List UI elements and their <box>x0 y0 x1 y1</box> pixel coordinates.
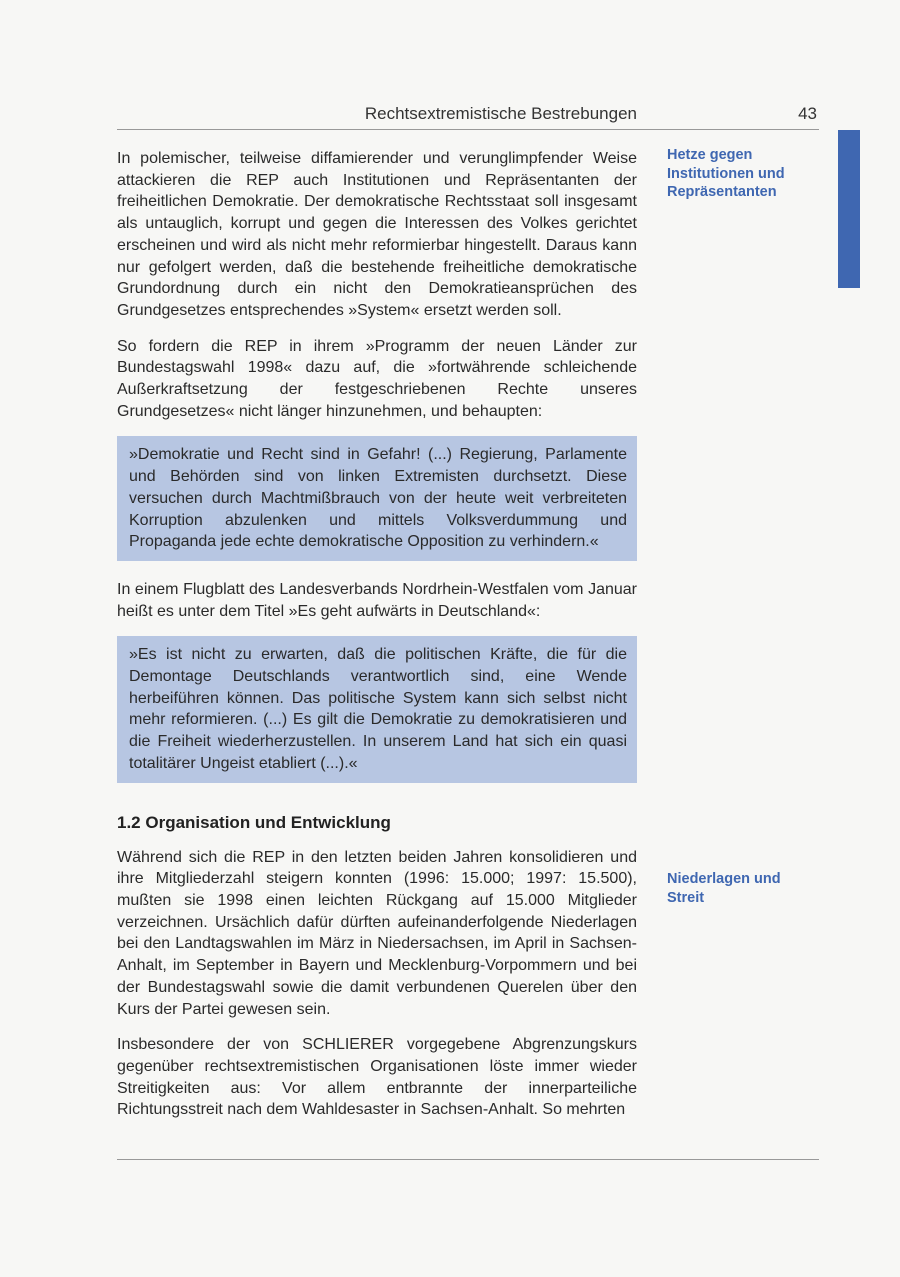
quote-text: »Es ist nicht zu erwarten, daß die politischen Kräfte, die für die Demontage Deutschlands verantwortlich sind, eine Wende herbeiführen können. Das politische System kann sich selbst nicht mehr reformieren. (...) Es gilt die Demokratie zu demokratisieren und die Freiheit wiederherzustellen. In unserem Land hat sich ein quasi totalitärer Ungeist etabliert (...).« <box>129 646 627 772</box>
running-title: Rechtsextremistische Bestrebungen <box>364 104 637 123</box>
paragraph: Während sich die REP in den letzten beiden Jahren konsolidieren und ihre Mitgliederzahl steigern konnten (1996: 15.000; 1997: 15.500), mußten sie 1998 einen leichten Rückgang auf 15.000 Mitglieder verzeichnen. Ursächlich dafür dürften aufeinanderfolgende Niederlagen bei den Landtagswahlen im März in Niedersachsen, im April in Sachsen-Anhalt, im September in Bayern und Mecklenburg-Vorpommern und bei der Bundestagswahl sowie die damit verbundenen Querelen über den Kurs der Partei gewesen sein. <box>117 848 637 1018</box>
header-rule <box>117 129 819 130</box>
paragraph: In polemischer, teilweise diffamierender und verunglimpfender Weise attackieren die REP auch Institutionen und Repräsentanten der freiheitlichen Demokratie. Der demokratische Rechtsstaat soll insgesamt als untauglich, korrupt und gegen die Interessen des Volkes gerichtet erscheinen und wird als nicht mehr reformierbar hingestellt. Daraus kann nur gefolgert werden, daß die bestehende freiheitliche demokratische Grundordnung durch ein nicht den Demokratieansprüchen des Grundgesetzes entsprechendes »System« ersetzt werden soll. <box>117 150 637 319</box>
section-heading: 1.2 Organisation und Entwicklung <box>117 812 391 832</box>
paragraph: So fordern die REP in ihrem »Programm der neuen Länder zur Bundestagswahl 1998« dazu auf, die »fortwährende schleichende Außerkraftsetzung der festgeschriebenen Rechte unseres Grundgesetzes« nicht länger hinzunehmen, und behaupten: <box>117 337 637 420</box>
page-header <box>117 102 817 128</box>
quote-box <box>117 436 637 561</box>
quote-box <box>117 636 637 782</box>
chapter-tab-marker <box>838 130 860 288</box>
paragraph: Insbesondere der von SCHLIERER vorgegebene Abgrenzungskurs gegenüber rechtsextremistischen Organisationen löste immer wieder Streitigkeiten aus: Vor allem entbrannte der innerparteiliche Richtungsstreit nach dem Wahldesaster in Sachsen-Anhalt. So mehrten <box>117 1036 637 1119</box>
margin-note-hetze: Hetze gegen Institutionen und Repräsentanten <box>667 147 785 200</box>
quote-text: »Demokratie und Recht sind in Gefahr! (...) Regierung, Parlamente und Behörden sind von linken Extremisten durchsetzt. Diese versuchen durch Machtmißbrauch von der heute weit verbreiteten Korruption abzulenken und mittels Volksverdummung und Propaganda jede echte demokratische Opposition zu verhindern.« <box>129 446 627 551</box>
footer-rule <box>117 1159 819 1160</box>
page-number: 43 <box>798 104 817 123</box>
paragraph: In einem Flugblatt des Landesverbands Nordrhein-Westfalen vom Januar heißt es unter dem Titel »Es geht aufwärts in Deutschland«: <box>117 580 637 620</box>
margin-note-niederlagen: Niederlagen und Streit <box>667 871 781 906</box>
main-text-column <box>117 148 637 1135</box>
